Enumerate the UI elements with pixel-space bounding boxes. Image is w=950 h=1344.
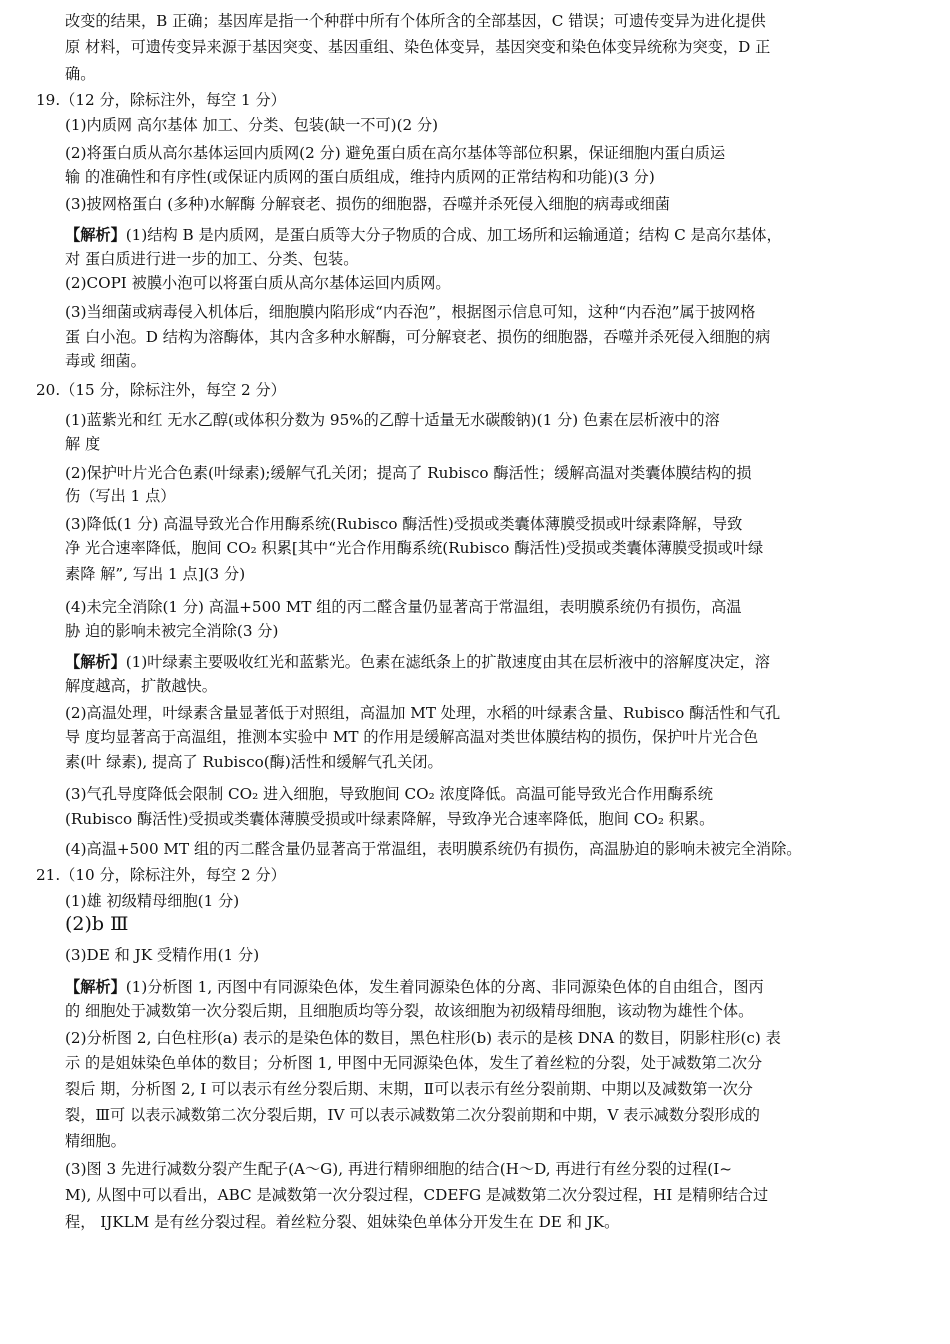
text-line: (3)图 3 先进行减数分裂产生配子(A～G), 再进行精卵细胞的结合(H～D, 再进行有丝分裂的过程(I~	[65, 1160, 732, 1178]
analysis-19	[65, 224, 916, 247]
text-span: (1)分析图 1, 丙图中有同源染色体，发生着同源染色体的分离、非同源染色体的自由组合，图丙	[125, 978, 764, 996]
question-21-heading: 21.（10 分，除标注外，每空 2 分）	[36, 866, 286, 884]
text-line: 解度越高，扩散越快。	[65, 677, 217, 695]
text-line: 净 光合速率降低，胞间 CO₂ 积累[其中“光合作用酶系统(Rubisco 酶活性)受损或类囊体薄膜受损或叶绿	[65, 539, 764, 557]
text-line: (2)高温处理，叶绿素含量显著低于对照组，高温加 MT 处理，水稻的叶绿素含量、Rubisco 酶活性和气孔	[65, 704, 781, 722]
text-line: (2)b Ⅲ	[65, 913, 129, 935]
text-line: 毒或 细菌。	[65, 352, 146, 370]
text-line: 解 度	[65, 435, 101, 453]
text-line: (2)将蛋白质从高尔基体运回内质网(2 分) 避免蛋白质在高尔基体等部位积累，保证细胞内蛋白质运	[65, 144, 726, 162]
text-line: 裂后 期，分析图 2, I 可以表示有丝分裂后期、末期，Ⅱ可以表示有丝分裂前期、中期以及减数第一次分	[65, 1080, 753, 1098]
text-line: 输 的准确性和有序性(或保证内质网的蛋白质组成，维持内质网的正常结构和功能)(3 分)	[65, 168, 655, 186]
text-line: (4)未完全消除(1 分) 高温+500 MT 组的丙二醛含量仍显著高于常温组，表明膜系统仍有损伤，高温	[65, 598, 742, 616]
text-line: (2)分析图 2, 白色柱形(a) 表示的是染色体的数目，黑色柱形(b) 表示的是核 DNA 的数目，阴影柱形(c) 表	[65, 1029, 781, 1047]
analysis-20	[65, 651, 916, 674]
text-line: (4)高温+500 MT 组的丙二醛含量仍显著高于常温组，表明膜系统仍有损伤，高温胁迫的影响未被完全消除。	[65, 840, 802, 858]
text-line: 伤（写出 1 点）	[65, 487, 176, 505]
text-line: 确。	[65, 65, 96, 83]
analysis-label: 【解析】	[65, 226, 126, 244]
text-line: 对 蛋白质进行进一步的加工、分类、包装。	[65, 250, 359, 268]
text-line: (Rubisco 酶活性)受损或类囊体薄膜受损或叶绿素降解，导致净光合速率降低，胞间 CO₂ 积累。	[65, 810, 715, 828]
question-19-heading: 19.（12 分，除标注外，每空 1 分）	[36, 91, 286, 109]
text-line: (1)蓝紫光和红 无水乙醇(或体积分数为 95%的乙醇十适量无水碳酸钠)(1 分) 色素在层析液中的溶	[65, 411, 720, 429]
text-line: 导 度均显著高于高温组，推测本实验中 MT 的作用是缓解高温对类世体膜结构的损伤，保护叶片光合色	[65, 728, 759, 746]
text-line: 素(叶 绿素), 提高了 Rubisco(酶)活性和缓解气孔关闭。	[65, 753, 443, 771]
text-line: (2)保护叶片光合色素(叶绿素);缓解气孔关闭；提高了 Rubisco 酶活性；缓解高温对类囊体膜结构的损	[65, 464, 752, 482]
text-line: 素降 解”, 写出 1 点](3 分)	[65, 565, 246, 583]
text-span: (1)叶绿素主要吸收红光和蓝紫光。色素在滤纸条上的扩散速度由其在层析液中的溶解度决定，溶	[125, 653, 770, 671]
text-line: 的 细胞处于减数第一次分裂后期，且细胞质均等分裂，故该细胞为初级精母细胞，该动物为雄性个体。	[65, 1002, 754, 1020]
text-line: (1)内质网 高尔基体 加工、分类、包装(缺一不可)(2 分)	[65, 116, 439, 134]
text-line: 裂，Ⅲ可 以表示减数第二次分裂后期，IV 可以表示减数第二次分裂前期和中期，V 表示减数分裂形成的	[65, 1106, 760, 1124]
question-20-heading: 20.（15 分，除标注外，每空 2 分）	[36, 381, 286, 399]
text-line: (2)COPI 被膜小泡可以将蛋白质从高尔基体运回内质网。	[65, 274, 451, 292]
text-line: (1)雄 初级精母细胞(1 分)	[65, 892, 240, 910]
text-line: (3)当细菌或病毒侵入机体后，细胞膜内陷形成“内吞泡”，根据图示信息可知，这种“内吞泡”属于披网格	[65, 303, 756, 321]
text-line: (3)披网格蛋白 (多种)水解酶 分解衰老、损伤的细胞器，吞噬并杀死侵入细胞的病毒或细菌	[65, 195, 670, 213]
text-line: 胁 迫的影响未被完全消除(3 分)	[65, 622, 279, 640]
text-line: (3)DE 和 JK 受精作用(1 分)	[65, 946, 260, 964]
text-line: 改变的结果，B 正确；基因库是指一个种群中所有个体所含的全部基因，C 错误；可遗传变异为进化提供	[65, 12, 766, 30]
text-span: (1)结构 B 是内质网，是蛋白质等大分子物质的合成、加工场所和运输通道；结构 C 是高尔基体，	[125, 226, 782, 244]
analysis-label: 【解析】	[65, 653, 126, 671]
text-line: 蛋 白小泡。D 结构为溶酶体，其内含多种水解酶，可分解衰老、损伤的细胞器，吞噬并杀死侵入细胞的病	[65, 328, 771, 346]
text-line: 精细胞。	[65, 1132, 126, 1150]
text-line: M), 从图中可以看出，ABC 是减数第一次分裂过程，CDEFG 是减数第二次分裂过程，HI 是精卵结合过	[65, 1186, 769, 1204]
text-line: 原 材料，可遗传变异来源于基因突变、基因重组、染色体变异，基因突变和染色体变异统称为突变，D 正	[65, 38, 771, 56]
text-line: (3)降低(1 分) 高温导致光合作用酶系统(Rubisco 酶活性)受损或类囊体薄膜受损或叶绿素降解，导致	[65, 515, 743, 533]
text-line: 示 的是姐妹染色单体的数目；分析图 1, 甲图中无同源染色体，发生了着丝粒的分裂，处于减数第二次分	[65, 1054, 763, 1072]
text-line: (3)气孔导度降低会限制 CO₂ 进入细胞，导致胞间 CO₂ 浓度降低。高温可能导致光合作用酶系统	[65, 785, 713, 803]
text-line: 程， IJKLM 是有丝分裂过程。着丝粒分裂、姐妹染色单体分开发生在 DE 和 JK。	[65, 1213, 620, 1231]
analysis-21	[65, 976, 916, 999]
analysis-label: 【解析】	[65, 978, 126, 996]
